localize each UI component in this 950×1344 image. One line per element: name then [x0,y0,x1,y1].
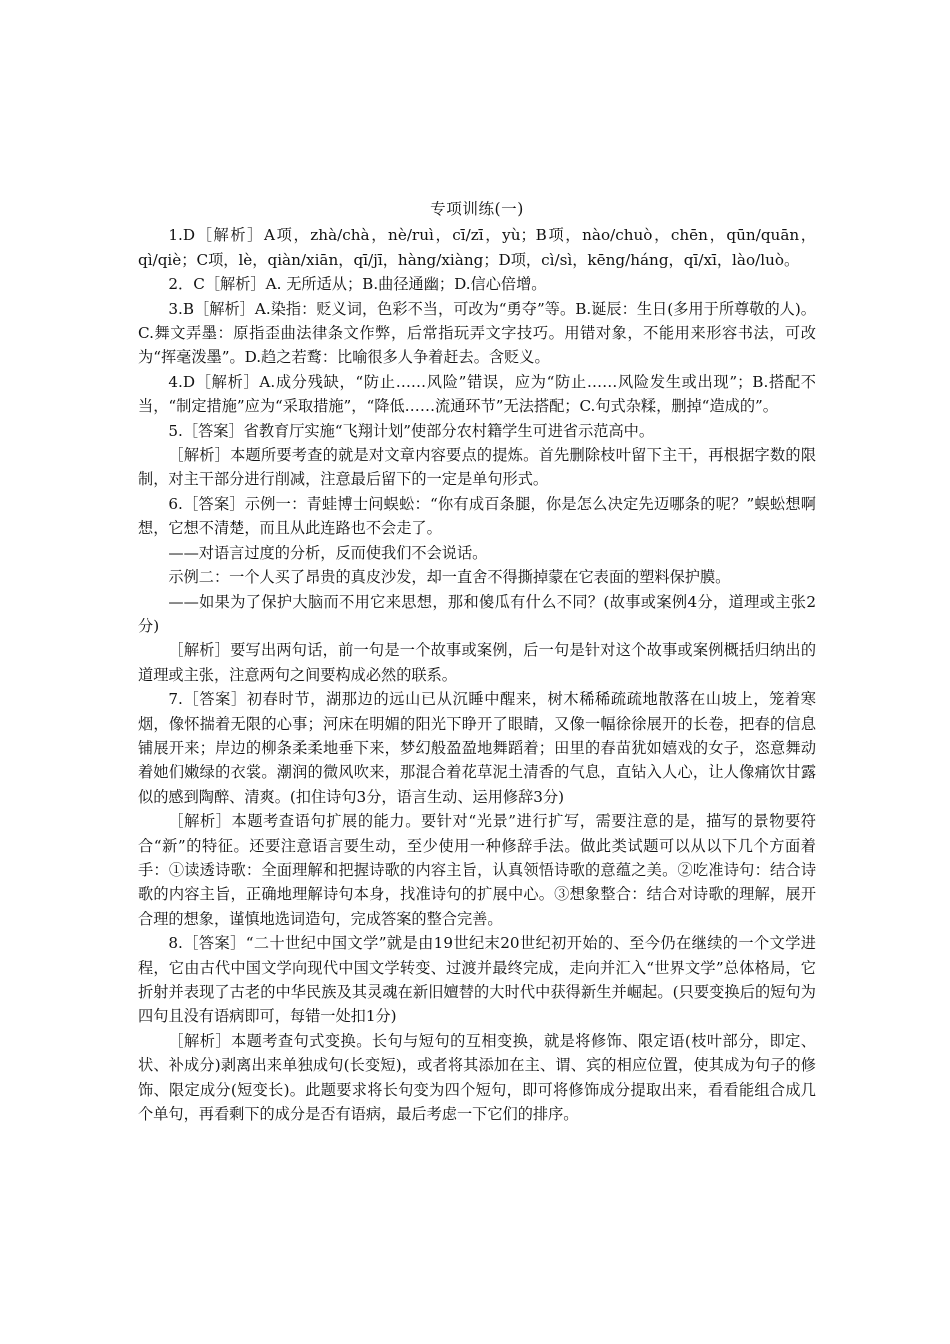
answer-6: 6.［答案］示例一：青蛙博士问蜈蚣：“你有成百条腿，你是怎么决定先迈哪条的呢？”蜈蚣想啊想，它想不清楚，而且从此连路也不会走了。 [138,494,816,538]
analysis-6: ［解析］要写出两句话，前一句是一个故事或案例，后一句是针对这个故事或案例概括归纳出的道理或主张，注意两句之间要构成必然的联系。 [138,641,816,684]
document-body [138,197,816,1126]
answer-4: 4.D［解析］A.成分残缺，“防止……风险”错误，应为“防止……风险发生或出现”；B.搭配不当，“制定措施”应为“采取措施”，“降低……流通环节”无法搭配；C.句式杂糅，删掉“造成的”。 [138,372,816,416]
answer-8: 8.［答案］“二十世纪中国文学”就是由19世纪末20世纪初开始的、至今仍在继续的一个文学进程，它由古代中国文学向现代中国文学转变、过渡并最终完成，走向并汇入“世界文学”总体格局，它折射并表现了古老的中华民族及其灵魂在新旧嬗替的大时代中获得新生并崛起。(只要变换后的短句为四句且没有语病即可，每错一处扣1分) [138,934,816,1026]
answer-6-moral-2: ——如果为了保护大脑而不用它来思想，那和傻瓜有什么不同？(故事或案例4分，道理或主张2分) [138,592,816,635]
answer-6-moral-1: ——对语言过度的分析，反而使我们不会说话。 [168,543,488,562]
answer-7: 7.［答案］初春时节，湖那边的远山已从沉睡中醒来，树木稀稀疏疏地散落在山坡上，笼着寒烟，像怀揣着无限的心事；河床在明媚的阳光下睁开了眼睛，又像一幅徐徐展开的长卷，把春的信息铺展开来；岸边的柳条柔柔地垂下来，梦幻般盈盈地舞蹈着；田里的春苗犹如嬉戏的女子，恣意舞动着她们嫩绿的衣裳。潮润的微风吹来，那混合着花草泥土清香的气息，直钻入人心，让人像痛饮甘露似的感到陶醉、清爽。(扣住诗句3分，语言生动、运用修辞3分) [138,690,816,806]
analysis-7: ［解析］本题考查语句扩展的能力。要针对“光景”进行扩写，需要注意的是，描写的景物要符合“新”的特征。还要注意语言要生动，至少使用一种修辞手法。做此类试题可以从以下几个方面着手：①读透诗歌：全面理解和把握诗歌的内容主旨，认真领悟诗歌的意蕴之美。②吃准诗句：结合诗歌的内容主旨，正确地理解诗句本身，找准诗句的扩展中心。③想象整合：结合对诗歌的理解，展开合理的想象，谨慎地选词造句，完成答案的整合完善。 [138,812,816,928]
analysis-8: ［解析］本题考查句式变换。长句与短句的互相变换，就是将修饰、限定语(枝叶部分，即定、状、补成分)剥离出来单独成句(长变短)，或者将其添加在主、谓、宾的相应位置，使其成为句子的修饰、限定成分(短变长)。此题要求将长句变为四个短句，即可将修饰成分提取出来，看看能组合成几个单句，再看剩下的成分是否有语病，最后考虑一下它们的排序。 [138,1031,816,1124]
answer-6-example-2: 示例二：一个人买了昂贵的真皮沙发，却一直舍不得撕掉蒙在它表面的塑料保护膜。 [168,568,731,587]
page-title: 专项训练(一) [430,200,524,218]
answer-3: 3.B［解析］A.染指：贬义词，色彩不当，可改为“勇夺”等。B.诞辰：生日(多用于所尊敬的人)。C.舞文弄墨：原指歪曲法律条文作弊，后常指玩弄文字技巧。用错对象，不能用来形容书法，可改为“挥毫泼墨”。D.趋之若鹜：比喻很多人争着赶去。含贬义。 [138,299,816,367]
analysis-5: ［解析］本题所要考查的就是对文章内容要点的提炼。首先删除枝叶留下主干，再根据字数的限制，对主干部分进行削减，注意最后留下的一定是单句形式。 [138,446,816,489]
answer-1: 1.D［解析］A项，zhà/chà，nè/ruì，cī/zī，yù；B项，nào/chuò，chēn，qūn/quān，qì/qiè；C项，lè，qiàn/xiān，qī/jī，hàng/xiàng；D项，cì/sì，kēng/háng，qī/xī，lào/luò。 [138,226,816,269]
answer-5: 5.［答案］省教育厅实施“飞翔计划”使部分农村籍学生可进省示范高中。 [168,421,655,440]
answer-2: 2．C［解析］A. 无所适从；B.曲径通幽；D.信心倍增。 [168,275,547,294]
